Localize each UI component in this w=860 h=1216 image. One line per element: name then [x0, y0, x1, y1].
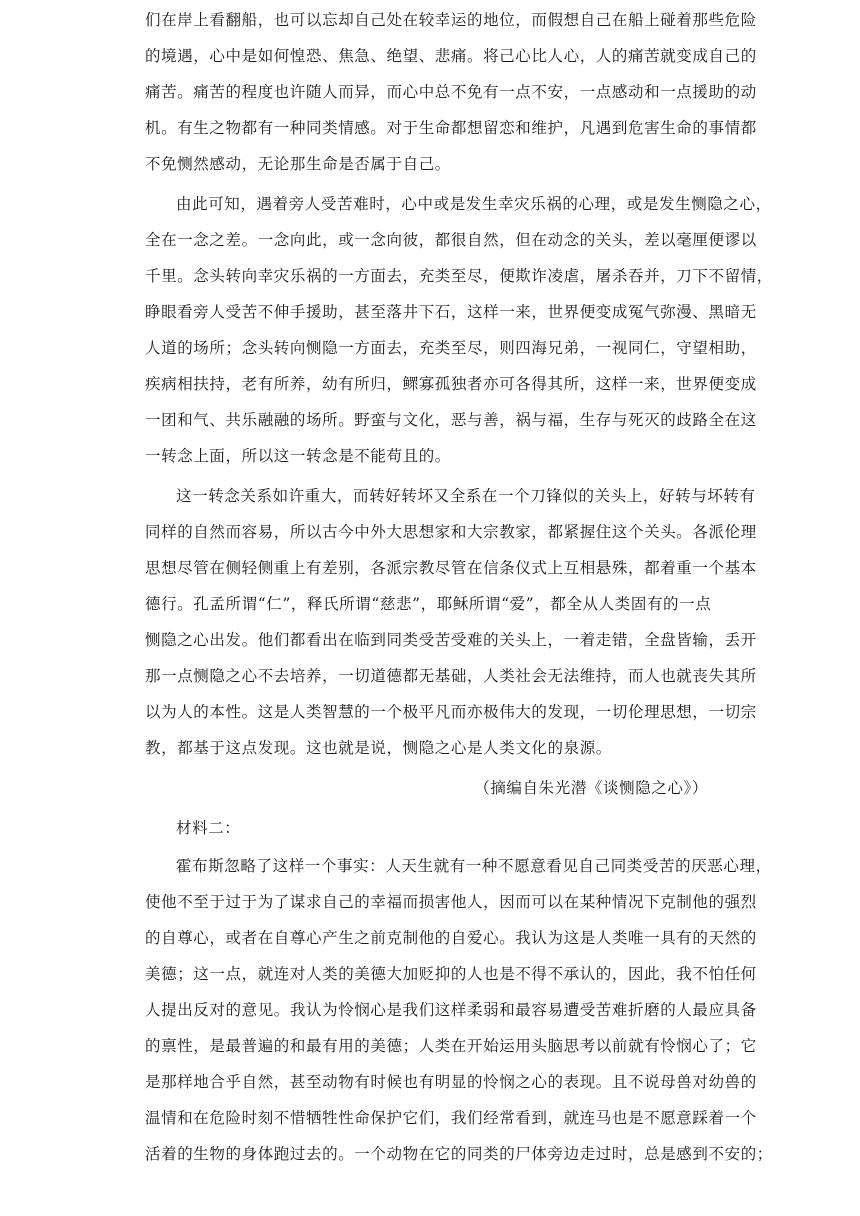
text-line: 美德；这一点，就连对人类的美德大加贬抑的人也是不得不承认的，因此，我不怕任何: [145, 965, 757, 983]
text-line: 不免恻然感动，无论那生命是否属于自己。: [145, 155, 451, 173]
text-line: 教，都基于这点发现。这也就是说，恻隐之心是人类文化的泉源。: [145, 739, 612, 757]
text-line: 千里。念头转向幸灾乐祸的一方面去，充类至尽，便欺诈凌虐，屠杀吞并，刀下不留情，: [145, 267, 773, 285]
source-citation: （摘编自朱光潜《谈恻隐之心》）: [474, 779, 708, 797]
text-line: 是那样地合乎自然，甚至动物有时候也有明显的怜悯之心的表现。且不说母兽对幼兽的: [145, 1073, 757, 1091]
text-line: 人道的场所；念头转向恻隐一方面去，充类至尽，则四海兄弟，一视同仁，守望相助，: [145, 339, 757, 357]
text-line: 全在一念之差。一念向此，或一念向彼，都很自然，但在动念的关头，差以毫厘便谬以: [145, 231, 757, 249]
text-line: 德行。孔孟所谓“仁”，释氏所谓“慈悲”，耶稣所谓“爱”，都全从人类固有的一点: [145, 595, 712, 613]
text-line: 使他不至于过于为了谋求自己的幸福而损害他人，因而可以在某种情况下克制他的强烈: [145, 893, 757, 911]
paragraph-start-line: 这一转念关系如许重大，而转好转坏又全系在一个刀锋似的关头上，好转与坏转有: [176, 487, 756, 505]
text-line: 人提出反对的意见。我认为怜悯心是我们这样柔弱和最容易遭受苦难折磨的人最应具备: [145, 1001, 757, 1019]
text-line: 温情和在危险时刻不惜牺牲性命保护它们，我们经常看到，就连马也是不愿意踩着一个: [145, 1109, 757, 1127]
text-line: 的禀性，是最普遍的和最有用的美德；人类在开始运用头脑思考以前就有怜悯心了；它: [145, 1037, 757, 1055]
text-line: 一团和气、共乐融融的场所。野蛮与文化，恶与善，祸与福，生存与死灭的歧路全在这: [145, 411, 757, 429]
text-line: 的自尊心，或者在自尊心产生之前克制他的自爱心。我认为这是人类唯一具有的天然的: [145, 929, 757, 947]
text-line: 疾病相扶持，老有所养，幼有所归，鳏寡孤独者亦可各得其所，这样一来，世界便变成: [145, 375, 757, 393]
paragraph-start-line: 由此可知，遇着旁人受苦难时，心中或是发生幸灾乐祸的心理，或是发生恻隐之心，: [176, 195, 772, 213]
text-line: 一转念上面，所以这一转念是不能苟且的。: [145, 447, 451, 465]
text-line: 恻隐之心出发。他们都看出在临到同类受苦受难的关头上，一着走错，全盘皆输，丢开: [145, 631, 757, 649]
text-line: 思想尽管在侧轻侧重上有差别，各派宗教尽管在信条仪式上互相悬殊，都着重一个基本: [145, 559, 757, 577]
text-line: 的境遇，心中是如何惶恐、焦急、绝望、悲痛。将己心比人心，人的痛苦就变成自己的: [145, 47, 757, 65]
text-line: 机。有生之物都有一种同类情感。对于生命都想留恋和维护，凡遇到危害生命的事情都: [145, 119, 757, 137]
text-line: 痛苦。痛苦的程度也许随人而异，而心中总不免有一点不安，一点感动和一点援助的动: [145, 83, 757, 101]
text-line: 那一点恻隐之心不去培养，一切道德都无基础，人类社会无法维持，而人也就丧失其所: [145, 667, 757, 685]
text-line: 同样的自然而容易，所以古今中外大思想家和大宗教家，都紧握住这个关头。各派伦理: [145, 523, 757, 541]
text-line: 活着的生物的身体跑过去的。一个动物在它的同类的尸体旁边走过时，总是感到不安的；: [145, 1145, 773, 1163]
section-heading: 材料二：: [176, 819, 241, 837]
text-line: 们在岸上看翻船，也可以忘却自己处在较幸运的地位，而假想自己在船上碰着那些危险: [145, 11, 757, 29]
paragraph-start-line: 霍布斯忽略了这样一个事实：人天生就有一种不愿意看见自己同类受苦的厌恶心理，: [176, 857, 772, 875]
text-line: 睁眼看旁人受苦不伸手援助，甚至落井下石，这样一来，世界便变成冤气弥漫、黑暗无: [145, 303, 757, 321]
text-line: 以为人的本性。这是人类智慧的一个极平凡而亦极伟大的发现，一切伦理思想，一切宗: [145, 703, 757, 721]
